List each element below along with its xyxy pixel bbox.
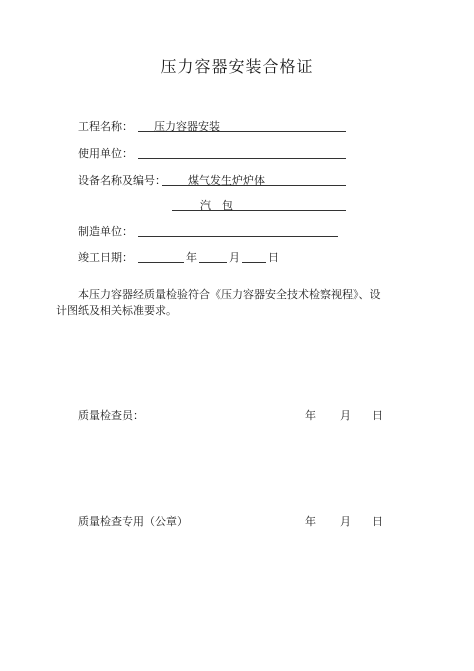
- seal-day-label: 日: [372, 515, 383, 528]
- page-title: 压力容器安装合格证: [160, 57, 314, 76]
- inspector-day-label: 日: [372, 409, 383, 422]
- completion-day-label: 日: [268, 251, 279, 264]
- manufacturer-label: 制造单位：: [78, 225, 133, 238]
- manufacturer-underline: [138, 236, 338, 237]
- user-unit-label: 使用单位：: [78, 147, 133, 160]
- inspector-year-label: 年: [305, 409, 316, 422]
- project-name-label: 工程名称：: [78, 120, 133, 133]
- seal-label: 质量检查专用（公章）: [78, 515, 188, 528]
- seal-year-label: 年: [305, 515, 316, 528]
- inspector-label: 质量检查员：: [78, 409, 144, 422]
- equipment-underline-1: [162, 185, 346, 186]
- completion-month-label: 月: [229, 251, 240, 264]
- equipment-underline-2: [172, 210, 346, 211]
- statement-line-1: 本压力容器经质量检验符合《压力容器安全技术检察视程》、设: [78, 288, 381, 301]
- user-unit-underline: [138, 158, 346, 159]
- equipment-value-2: 汽 包: [200, 199, 233, 212]
- completion-day-underline: [242, 262, 266, 263]
- equipment-label: 设备名称及编号：: [78, 174, 166, 187]
- equipment-value-1: 煤气发生炉炉体: [188, 174, 265, 187]
- project-name-underline: [138, 131, 346, 132]
- completion-year-underline: [138, 262, 184, 263]
- statement-line-2: 计图纸及相关标准要求。: [56, 304, 177, 317]
- inspector-month-label: 月: [340, 409, 351, 422]
- completion-year-label: 年: [186, 251, 197, 264]
- project-name-value: 压力容器安装: [154, 120, 220, 133]
- completion-date-label: 竣工日期：: [78, 251, 133, 264]
- completion-month-underline: [199, 262, 227, 263]
- seal-month-label: 月: [340, 515, 351, 528]
